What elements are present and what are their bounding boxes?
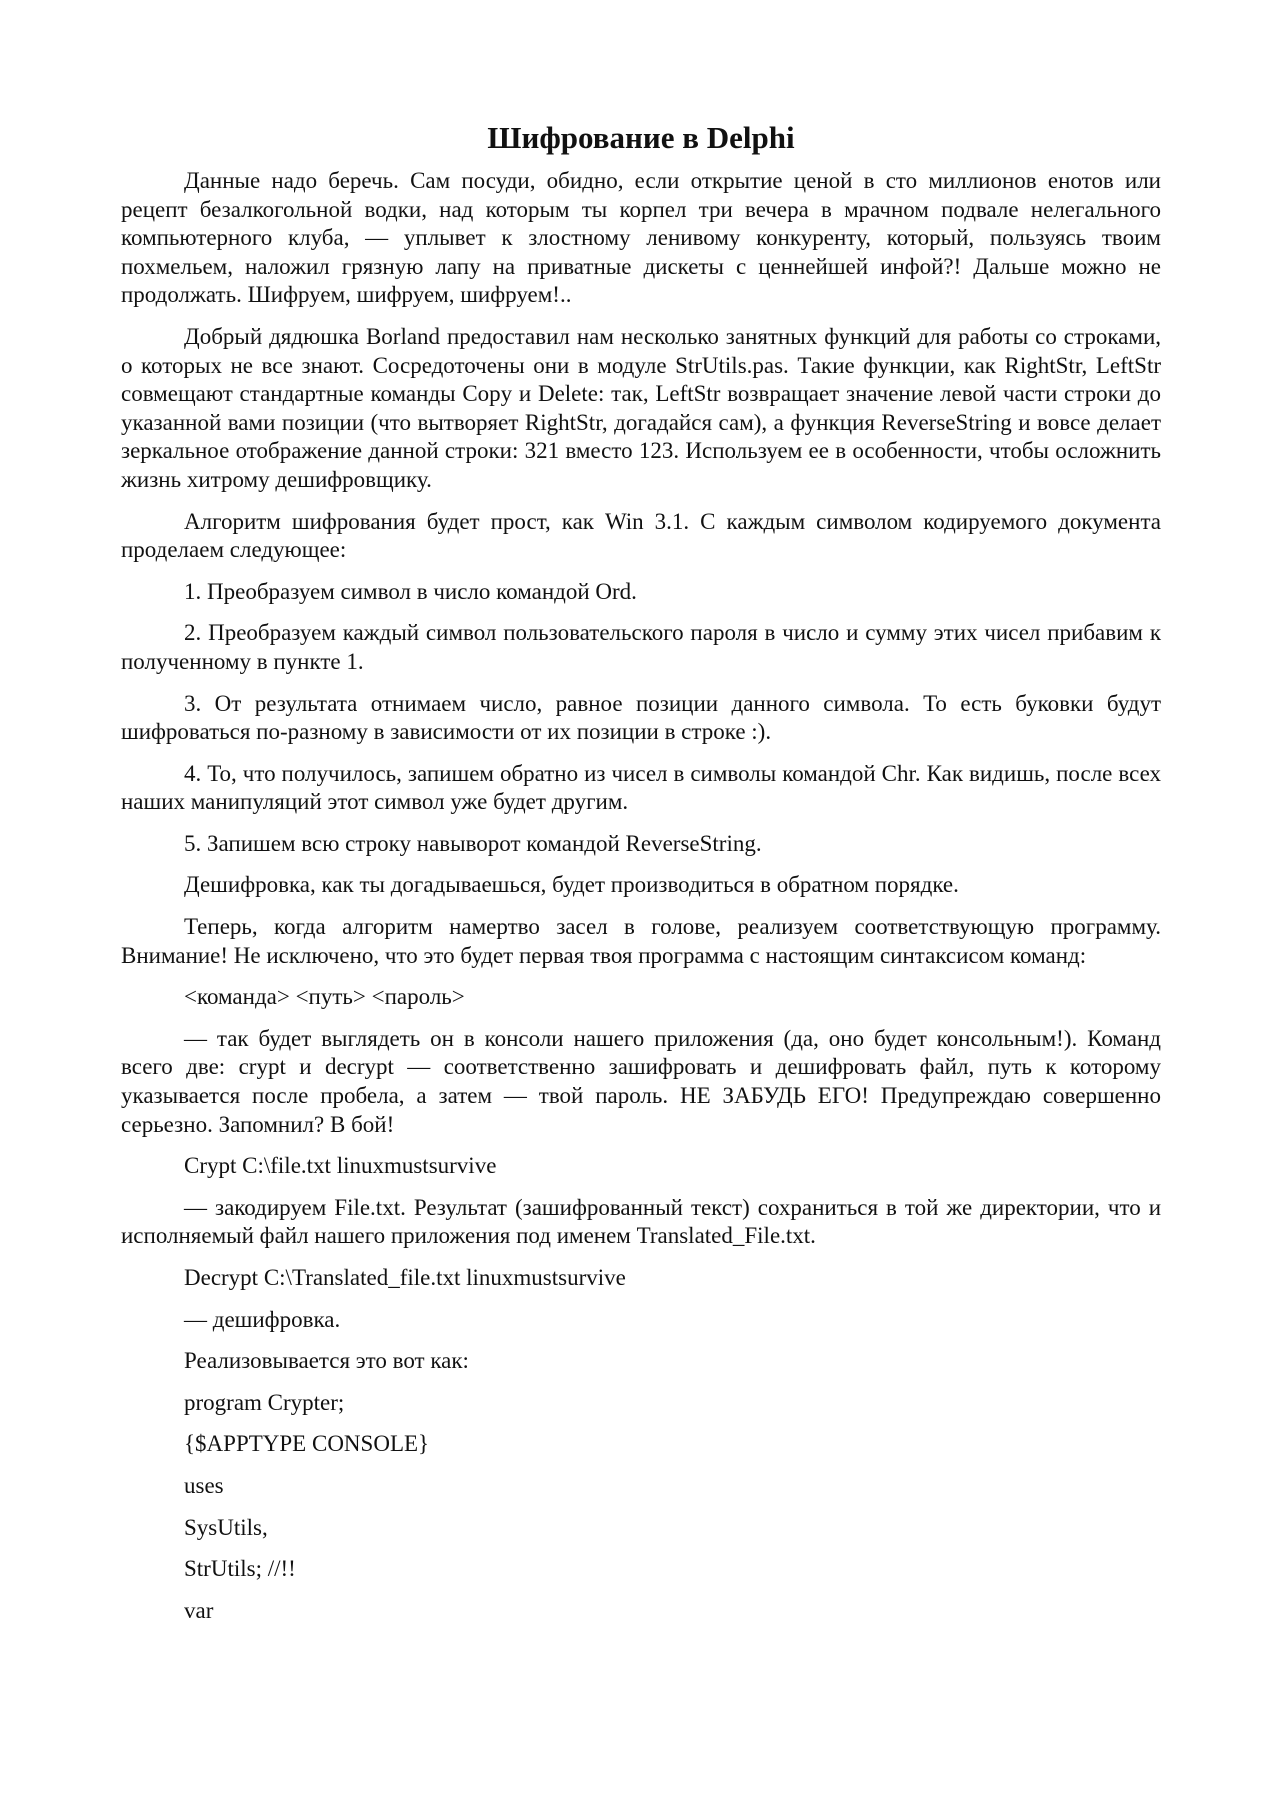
paragraph-program-intro: Теперь, когда алгоритм намертво засел в голове, реализуем соответствующую программу. Внимание! Не исключено, что это будет первая твоя программа с настоящим синтаксисом команд: <box>121 914 1161 968</box>
command-example-decrypt: Decrypt C:\Translated_file.txt linuxmustsurvive <box>184 1265 626 1290</box>
list-item-step-2: 2. Преобразуем каждый символ пользовательского пароля в число и сумму этих чисел прибавим к полученному в пункте 1. <box>121 620 1161 674</box>
list-item-step-4: 4. То, что получилось, запишем обратно из чисел в символы командой Chr. Как видишь, после всех наших манипуляций этот символ уже будет другим. <box>121 760 1161 815</box>
paragraph-crypt-explanation: — закодируем File.txt. Результат (зашифрованный текст) сохраниться в той же директории, что и исполняемый файл нашего приложения под именем Translated_File.txt. <box>121 1194 1161 1249</box>
list-item-step-3: 3. От результата отнимаем число, равное позиции данного символа. То есть буковки будут шифроваться по-разному в зависимости от их позиции в строке :). <box>121 690 1161 745</box>
paragraph-intro: Данные надо беречь. Сам посуди, обидно, если открытие ценой в сто миллионов енотов или рецепт безалкогольной водки, над которым ты корпел три вечера в мрачном подвале нелегального компьютерного клуба, — уплывет к злостному ленивому конкуренту, который, пользуясь твоим похмельем, наложил грязную лапу на приватные дискеты с ценнейшей инфой?! Дальше можно не продолжать. Шифруем, шифруем, шифруем!.. <box>121 168 1161 308</box>
paragraph-algorithm: Алгоритм шифрования будет прост, как Win 3.1. С каждым символом кодируемого документа проделаем следующее: <box>121 508 1161 563</box>
document-page <box>121 118 1161 1638</box>
paragraph-decrypt-explanation: — дешифровка. <box>184 1306 341 1332</box>
paragraph-decryption: Дешифровка, как ты догадываешься, будет производиться в обратном порядке. <box>184 872 959 898</box>
code-line-sysutils: SysUtils, <box>184 1514 268 1540</box>
paragraph-borland-functions: Добрый дядюшка Borland предоставил нам несколько занятных функций для работы со строками, о которых не все знают. Сосредоточены они в модуле StrUtils.pas. Такие функции, как RightStr, LeftStr совмещают стандартные команды Copy и Delete: так, LeftStr возвращает значение левой части строки до указанной вами позиции (что вытворяет RightStr, догадайся сам), а функция ReverseString и вовсе делает зеркальное отображение данной строки: 321 вместо 123. Используем ее в особенности, чтобы осложнить жизнь хитрому дешифровщику. <box>121 323 1161 492</box>
paragraph-implementation: Реализовывается это вот как: <box>184 1348 469 1374</box>
code-line-var: var <box>184 1597 214 1623</box>
code-line-program: program Crypter; <box>184 1389 345 1415</box>
document-title: Шифрование в Delphi <box>487 120 795 155</box>
code-line-uses: uses <box>184 1472 224 1498</box>
list-item-step-1: 1. Преобразуем символ в число командой Ord. <box>184 578 637 604</box>
command-syntax: <команда> <путь> <пароль> <box>184 984 465 1010</box>
paragraph-commands: — так будет выглядеть он в консоли нашего приложения (да, оно будет консольным!). Команд всего две: crypt и decrypt — соответственно зашифровать и дешифровать файл, путь к которому указывается после пробела, а затем — твой пароль. НЕ ЗАБУДЬ ЕГО! Предупреждаю совершенно серьезно. Запомнил? В бой! <box>121 1025 1161 1137</box>
code-line-strutils: StrUtils; //!! <box>184 1556 296 1582</box>
list-item-step-5: 5. Запишем всю строку навыворот командой ReverseString. <box>184 830 762 856</box>
command-example-crypt: Crypt C:\file.txt linuxmustsurvive <box>184 1153 497 1179</box>
code-line-apptype: {$APPTYPE CONSOLE} <box>184 1431 430 1457</box>
